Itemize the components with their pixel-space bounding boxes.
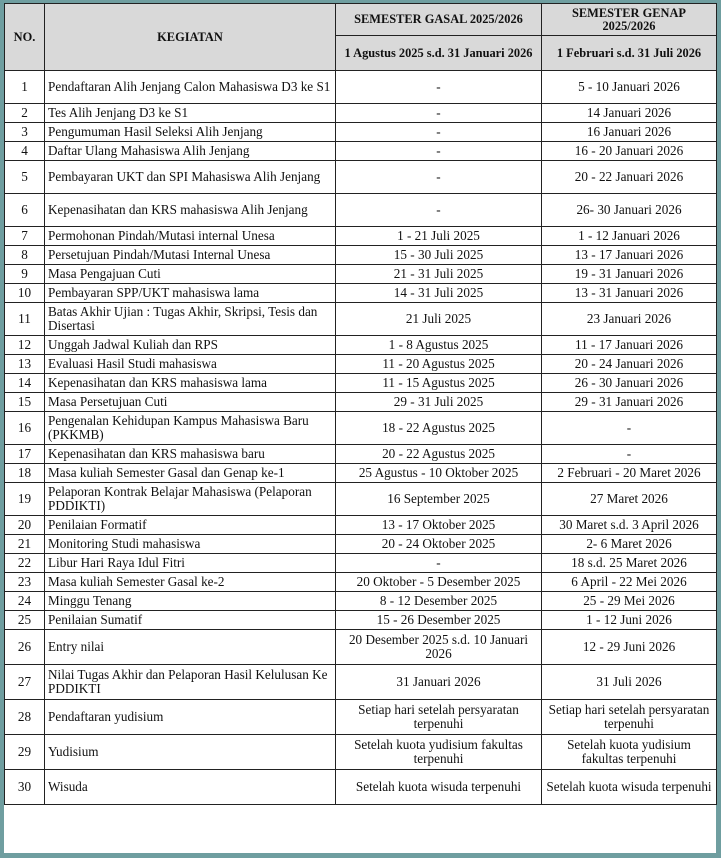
cell-kegiatan: Tes Alih Jenjang D3 ke S1	[45, 104, 336, 123]
table-row	[5, 445, 717, 464]
cell-no: 28	[5, 700, 45, 735]
calendar-body	[5, 71, 717, 805]
cell-genap: 14 Januari 2026	[542, 104, 717, 123]
cell-gasal: 16 September 2025	[336, 483, 542, 516]
cell-kegiatan: Masa Persetujuan Cuti	[45, 393, 336, 412]
cell-no: 13	[5, 355, 45, 374]
cell-gasal: 29 - 31 Juli 2025	[336, 393, 542, 412]
table-row	[5, 303, 717, 336]
cell-kegiatan: Evaluasi Hasil Studi mahasiswa	[45, 355, 336, 374]
cell-gasal: 8 - 12 Desember 2025	[336, 592, 542, 611]
table-row	[5, 161, 717, 194]
cell-kegiatan: Daftar Ulang Mahasiswa Alih Jenjang	[45, 142, 336, 161]
cell-gasal: 15 - 26 Desember 2025	[336, 611, 542, 630]
cell-kegiatan: Pengumuman Hasil Seleksi Alih Jenjang	[45, 123, 336, 142]
header-semester-genap: SEMESTER GENAP 2025/2026	[542, 4, 717, 36]
cell-gasal: 15 - 30 Juli 2025	[336, 246, 542, 265]
cell-gasal: 20 Desember 2025 s.d. 10 Januari 2026	[336, 630, 542, 665]
cell-gasal: 14 - 31 Juli 2025	[336, 284, 542, 303]
table-row	[5, 227, 717, 246]
cell-kegiatan: Persetujuan Pindah/Mutasi Internal Unesa	[45, 246, 336, 265]
table-row	[5, 265, 717, 284]
cell-kegiatan: Masa kuliah Semester Gasal dan Genap ke-1	[45, 464, 336, 483]
cell-genap: 19 - 31 Januari 2026	[542, 265, 717, 284]
cell-genap: 2 Februari - 20 Maret 2026	[542, 464, 717, 483]
cell-genap: 2- 6 Maret 2026	[542, 535, 717, 554]
table-row	[5, 464, 717, 483]
cell-gasal: 11 - 15 Agustus 2025	[336, 374, 542, 393]
cell-kegiatan: Masa kuliah Semester Gasal ke-2	[45, 573, 336, 592]
header-kegiatan: KEGIATAN	[45, 4, 336, 71]
cell-kegiatan: Penilaian Sumatif	[45, 611, 336, 630]
cell-no: 6	[5, 194, 45, 227]
cell-no: 1	[5, 71, 45, 104]
cell-genap: 11 - 17 Januari 2026	[542, 336, 717, 355]
cell-no: 29	[5, 735, 45, 770]
cell-gasal: 20 - 22 Agustus 2025	[336, 445, 542, 464]
cell-kegiatan: Pendaftaran Alih Jenjang Calon Mahasiswa D3 ke S1	[45, 71, 336, 104]
cell-no: 15	[5, 393, 45, 412]
table-row	[5, 630, 717, 665]
cell-gasal: Setelah kuota wisuda terpenuhi	[336, 770, 542, 805]
table-row	[5, 573, 717, 592]
academic-calendar-sheet	[4, 3, 716, 853]
cell-kegiatan: Penilaian Formatif	[45, 516, 336, 535]
cell-genap: 16 Januari 2026	[542, 123, 717, 142]
cell-genap: 1 - 12 Januari 2026	[542, 227, 717, 246]
cell-no: 10	[5, 284, 45, 303]
table-row	[5, 535, 717, 554]
cell-kegiatan: Monitoring Studi mahasiswa	[45, 535, 336, 554]
cell-gasal: Setelah kuota yudisium fakultas terpenuhi	[336, 735, 542, 770]
cell-gasal: 20 Oktober - 5 Desember 2025	[336, 573, 542, 592]
table-row	[5, 374, 717, 393]
cell-gasal: 13 - 17 Oktober 2025	[336, 516, 542, 535]
cell-kegiatan: Libur Hari Raya Idul Fitri	[45, 554, 336, 573]
cell-no: 24	[5, 592, 45, 611]
cell-no: 25	[5, 611, 45, 630]
cell-kegiatan: Entry nilai	[45, 630, 336, 665]
cell-kegiatan: Unggah Jadwal Kuliah dan RPS	[45, 336, 336, 355]
cell-no: 5	[5, 161, 45, 194]
cell-gasal: -	[336, 123, 542, 142]
cell-genap: Setelah kuota wisuda terpenuhi	[542, 770, 717, 805]
cell-kegiatan: Kepenasihatan dan KRS mahasiswa baru	[45, 445, 336, 464]
cell-genap: 26- 30 Januari 2026	[542, 194, 717, 227]
cell-gasal: 25 Agustus - 10 Oktober 2025	[336, 464, 542, 483]
table-row	[5, 516, 717, 535]
table-row	[5, 700, 717, 735]
cell-kegiatan: Minggu Tenang	[45, 592, 336, 611]
cell-kegiatan: Kepenasihatan dan KRS mahasiswa Alih Jenjang	[45, 194, 336, 227]
cell-gasal: -	[336, 142, 542, 161]
cell-genap: -	[542, 412, 717, 445]
cell-genap: 30 Maret s.d. 3 April 2026	[542, 516, 717, 535]
table-row	[5, 284, 717, 303]
cell-gasal: 11 - 20 Agustus 2025	[336, 355, 542, 374]
cell-gasal: 21 - 31 Juli 2025	[336, 265, 542, 284]
cell-no: 9	[5, 265, 45, 284]
cell-no: 21	[5, 535, 45, 554]
table-row	[5, 412, 717, 445]
cell-kegiatan: Pendaftaran yudisium	[45, 700, 336, 735]
academic-calendar-table	[4, 3, 717, 805]
cell-genap: 16 - 20 Januari 2026	[542, 142, 717, 161]
cell-no: 4	[5, 142, 45, 161]
cell-genap: 29 - 31 Januari 2026	[542, 393, 717, 412]
cell-no: 30	[5, 770, 45, 805]
cell-kegiatan: Pembayaran SPP/UKT mahasiswa lama	[45, 284, 336, 303]
cell-genap: 5 - 10 Januari 2026	[542, 71, 717, 104]
cell-gasal: -	[336, 71, 542, 104]
cell-no: 8	[5, 246, 45, 265]
header-semester-gasal: SEMESTER GASAL 2025/2026	[336, 4, 542, 36]
cell-kegiatan: Pembayaran UKT dan SPI Mahasiswa Alih Jenjang	[45, 161, 336, 194]
table-row	[5, 735, 717, 770]
cell-genap: 31 Juli 2026	[542, 665, 717, 700]
table-row	[5, 336, 717, 355]
cell-gasal: 20 - 24 Oktober 2025	[336, 535, 542, 554]
table-row	[5, 194, 717, 227]
cell-genap: 25 - 29 Mei 2026	[542, 592, 717, 611]
cell-no: 7	[5, 227, 45, 246]
cell-gasal: 18 - 22 Agustus 2025	[336, 412, 542, 445]
cell-no: 26	[5, 630, 45, 665]
header-no: NO.	[5, 4, 45, 71]
cell-gasal: -	[336, 194, 542, 227]
table-row	[5, 592, 717, 611]
cell-genap: 13 - 17 Januari 2026	[542, 246, 717, 265]
table-row	[5, 355, 717, 374]
cell-no: 23	[5, 573, 45, 592]
cell-gasal: 21 Juli 2025	[336, 303, 542, 336]
cell-no: 14	[5, 374, 45, 393]
cell-genap: Setiap hari setelah persyaratan terpenuhi	[542, 700, 717, 735]
cell-no: 11	[5, 303, 45, 336]
cell-gasal: Setiap hari setelah persyaratan terpenuhi	[336, 700, 542, 735]
cell-no: 2	[5, 104, 45, 123]
cell-kegiatan: Pelaporan Kontrak Belajar Mahasiswa (Pelaporan PDDIKTI)	[45, 483, 336, 516]
table-row	[5, 104, 717, 123]
cell-genap: 18 s.d. 25 Maret 2026	[542, 554, 717, 573]
cell-kegiatan: Wisuda	[45, 770, 336, 805]
header-genap-range: 1 Februari s.d. 31 Juli 2026	[542, 36, 717, 71]
cell-gasal: -	[336, 161, 542, 194]
cell-kegiatan: Yudisium	[45, 735, 336, 770]
table-row	[5, 142, 717, 161]
cell-no: 22	[5, 554, 45, 573]
cell-genap: -	[542, 445, 717, 464]
table-row	[5, 123, 717, 142]
cell-kegiatan: Nilai Tugas Akhir dan Pelaporan Hasil Kelulusan Ke PDDIKTI	[45, 665, 336, 700]
cell-genap: 23 Januari 2026	[542, 303, 717, 336]
cell-no: 18	[5, 464, 45, 483]
cell-gasal: 1 - 8 Agustus 2025	[336, 336, 542, 355]
cell-gasal: 1 - 21 Juli 2025	[336, 227, 542, 246]
table-row	[5, 71, 717, 104]
header-gasal-range: 1 Agustus 2025 s.d. 31 Januari 2026	[336, 36, 542, 71]
cell-no: 20	[5, 516, 45, 535]
cell-genap: 13 - 31 Januari 2026	[542, 284, 717, 303]
cell-no: 3	[5, 123, 45, 142]
cell-no: 16	[5, 412, 45, 445]
table-row	[5, 554, 717, 573]
cell-no: 12	[5, 336, 45, 355]
cell-genap: 6 April - 22 Mei 2026	[542, 573, 717, 592]
cell-kegiatan: Batas Akhir Ujian : Tugas Akhir, Skripsi, Tesis dan Disertasi	[45, 303, 336, 336]
table-row	[5, 393, 717, 412]
table-row	[5, 246, 717, 265]
cell-gasal: -	[336, 554, 542, 573]
cell-genap: Setelah kuota yudisium fakultas terpenuhi	[542, 735, 717, 770]
cell-gasal: -	[336, 104, 542, 123]
cell-genap: 20 - 24 Januari 2026	[542, 355, 717, 374]
cell-genap: 26 - 30 Januari 2026	[542, 374, 717, 393]
cell-kegiatan: Kepenasihatan dan KRS mahasiswa lama	[45, 374, 336, 393]
table-row	[5, 770, 717, 805]
cell-kegiatan: Masa Pengajuan Cuti	[45, 265, 336, 284]
cell-gasal: 31 Januari 2026	[336, 665, 542, 700]
cell-genap: 12 - 29 Juni 2026	[542, 630, 717, 665]
cell-genap: 27 Maret 2026	[542, 483, 717, 516]
table-row	[5, 611, 717, 630]
cell-genap: 20 - 22 Januari 2026	[542, 161, 717, 194]
table-row	[5, 665, 717, 700]
cell-kegiatan: Pengenalan Kehidupan Kampus Mahasiswa Baru (PKKMB)	[45, 412, 336, 445]
cell-genap: 1 - 12 Juni 2026	[542, 611, 717, 630]
cell-no: 19	[5, 483, 45, 516]
table-row	[5, 483, 717, 516]
cell-kegiatan: Permohonan Pindah/Mutasi internal Unesa	[45, 227, 336, 246]
cell-no: 27	[5, 665, 45, 700]
cell-no: 17	[5, 445, 45, 464]
